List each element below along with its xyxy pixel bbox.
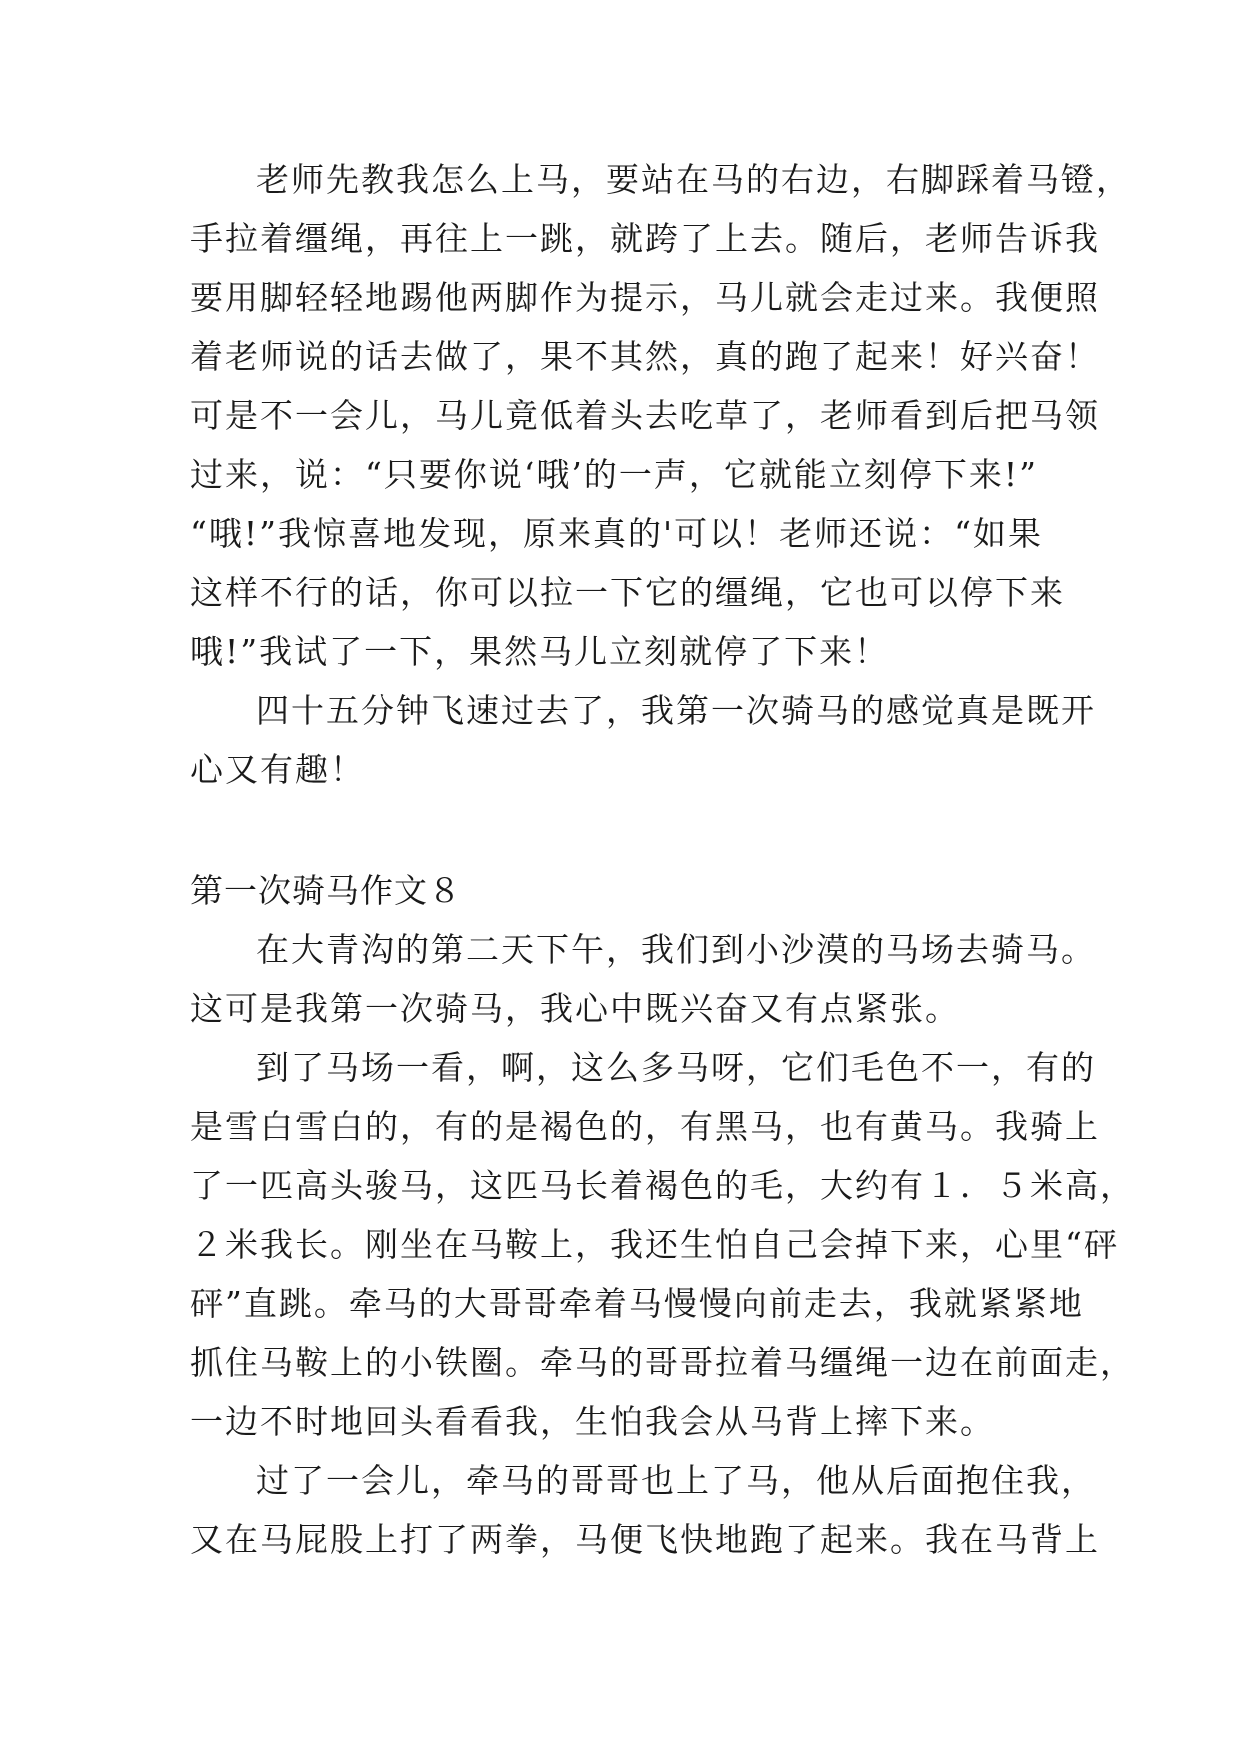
text-line: 老师先教我怎么上马，要站在马的右边，右脚踩着马镫， [256,160,1131,199]
text-line: 一边不时地回头看看我，生怕我会从马背上摔下来。 [190,1402,995,1441]
section-spacer [190,799,1050,861]
paragraph [190,150,1131,681]
text-line: 砰”直跳。牵马的大哥哥牵着马慢慢向前走去，我就紧紧地 [190,1284,1084,1323]
text-line: 抓住马鞍上的小铁圈。牵马的哥哥拉着马缰绳一边在前面走， [190,1343,1135,1382]
text-line: 过了一会儿，牵马的哥哥也上了马，他从后面抱住我， [256,1461,1096,1500]
paragraph [190,1038,1135,1451]
document-page [190,150,1135,1569]
text-line: ２米我长。刚坐在马鞍上，我还生怕自己会掉下来，心里“砰 [190,1225,1119,1264]
text-line: 这样不行的话，你可以拉一下它的缰绳，它也可以停下来 [190,573,1065,612]
paragraph [190,681,1096,799]
section-title: 第一次骑马作文８ [190,871,462,910]
paragraph [190,920,1096,1038]
text-line: 可是不一会儿，马儿竟低着头去吃草了，老师看到后把马领 [190,396,1100,435]
text-line: 过来，说：“只要你说‘哦’的一声，它就能立刻停下来!” [190,455,1038,494]
paragraph [190,1451,1100,1569]
text-line: 在大青沟的第二天下午，我们到小沙漠的马场去骑马。 [256,930,1096,969]
text-line: 四十五分钟飞速过去了，我第一次骑马的感觉真是既开 [256,691,1096,730]
text-line: 哦!”我试了一下，果然马儿立刻就停了下来！ [190,632,890,671]
text-line: 是雪白雪白的，有的是褐色的，有黑马，也有黄马。我骑上 [190,1107,1100,1146]
text-line: 了一匹高头骏马，这匹马长着褐色的毛，大约有１．５米高， [190,1166,1135,1205]
text-line: 这可是我第一次骑马，我心中既兴奋又有点紧张。 [190,989,960,1028]
text-line: “哦!”我惊喜地发现，原来真的'可以！老师还说：“如果 [190,514,1043,553]
text-line: 着老师说的话去做了，果不其然，真的跑了起来！好兴奋！ [190,337,1100,376]
text-line: 心又有趣！ [190,750,365,789]
text-line: 要用脚轻轻地踢他两脚作为提示，马儿就会走过来。我便照 [190,278,1100,317]
text-line: 到了马场一看，啊，这么多马呀，它们毛色不一，有的 [256,1048,1096,1087]
text-line: 手拉着缰绳，再往上一跳，就跨了上去。随后，老师告诉我 [190,219,1100,258]
text-line: 又在马屁股上打了两拳，马便飞快地跑了起来。我在马背上 [190,1520,1100,1559]
